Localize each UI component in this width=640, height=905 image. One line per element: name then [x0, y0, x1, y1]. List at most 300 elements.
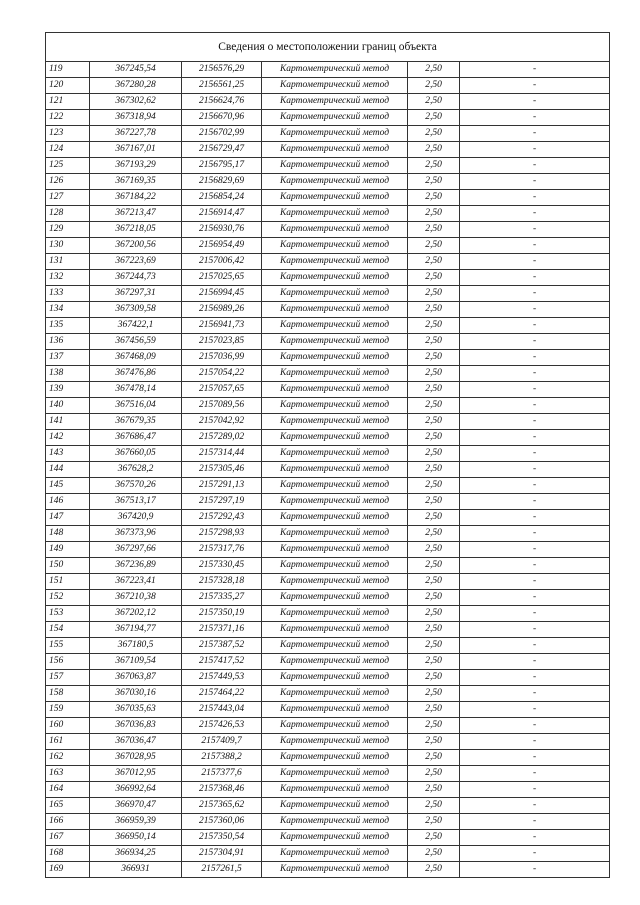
cell-description: - [460, 542, 610, 558]
cell-point-number: 169 [46, 862, 90, 878]
cell-x-coordinate: 367227,78 [90, 126, 182, 142]
cell-accuracy: 2,50 [408, 126, 460, 142]
cell-point-number: 130 [46, 238, 90, 254]
cell-y-coordinate: 2157025,65 [182, 270, 262, 286]
cell-description: - [460, 782, 610, 798]
cell-x-coordinate: 367686,47 [90, 430, 182, 446]
table-row [46, 142, 610, 158]
cell-x-coordinate: 367184,22 [90, 190, 182, 206]
cell-x-coordinate: 367218,05 [90, 222, 182, 238]
table-row [46, 222, 610, 238]
cell-description: - [460, 318, 610, 334]
cell-method: Картометрический метод [262, 510, 408, 526]
cell-y-coordinate: 2157426,53 [182, 718, 262, 734]
cell-method: Картометрический метод [262, 574, 408, 590]
cell-x-coordinate: 367476,86 [90, 366, 182, 382]
cell-y-coordinate: 2156994,45 [182, 286, 262, 302]
cell-point-number: 152 [46, 590, 90, 606]
table-row [46, 622, 610, 638]
cell-method: Картометрический метод [262, 94, 408, 110]
cell-y-coordinate: 2156914,47 [182, 206, 262, 222]
cell-point-number: 137 [46, 350, 90, 366]
cell-x-coordinate: 367180,5 [90, 638, 182, 654]
cell-x-coordinate: 367513,17 [90, 494, 182, 510]
cell-point-number: 157 [46, 670, 90, 686]
cell-accuracy: 2,50 [408, 350, 460, 366]
cell-method: Картометрический метод [262, 270, 408, 286]
table-row [46, 318, 610, 334]
cell-method: Картометрический метод [262, 846, 408, 862]
cell-accuracy: 2,50 [408, 446, 460, 462]
cell-method: Картометрический метод [262, 174, 408, 190]
cell-method: Картометрический метод [262, 414, 408, 430]
cell-method: Картометрический метод [262, 590, 408, 606]
table-row [46, 126, 610, 142]
cell-accuracy: 2,50 [408, 622, 460, 638]
cell-description: - [460, 366, 610, 382]
cell-method: Картометрический метод [262, 286, 408, 302]
table-row [46, 382, 610, 398]
cell-method: Картометрический метод [262, 862, 408, 878]
cell-x-coordinate: 367628,2 [90, 462, 182, 478]
cell-x-coordinate: 367063,87 [90, 670, 182, 686]
cell-y-coordinate: 2157371,16 [182, 622, 262, 638]
cell-point-number: 133 [46, 286, 90, 302]
cell-x-coordinate: 367036,83 [90, 718, 182, 734]
table-row [46, 398, 610, 414]
cell-x-coordinate: 367420,9 [90, 510, 182, 526]
cell-accuracy: 2,50 [408, 510, 460, 526]
table-row [46, 574, 610, 590]
cell-description: - [460, 382, 610, 398]
cell-x-coordinate: 367679,35 [90, 414, 182, 430]
cell-y-coordinate: 2156954,49 [182, 238, 262, 254]
cell-x-coordinate: 366959,39 [90, 814, 182, 830]
cell-y-coordinate: 2157350,54 [182, 830, 262, 846]
table-row [46, 110, 610, 126]
cell-y-coordinate: 2156624,76 [182, 94, 262, 110]
cell-description: - [460, 798, 610, 814]
document-title: Сведения о местоположении границ объекта [46, 33, 610, 62]
cell-y-coordinate: 2156576,29 [182, 62, 262, 78]
cell-x-coordinate: 367468,09 [90, 350, 182, 366]
cell-accuracy: 2,50 [408, 238, 460, 254]
cell-y-coordinate: 2156941,73 [182, 318, 262, 334]
cell-x-coordinate: 367193,29 [90, 158, 182, 174]
cell-y-coordinate: 2156561,25 [182, 78, 262, 94]
table-row [46, 414, 610, 430]
document-sheet [45, 32, 609, 878]
cell-accuracy: 2,50 [408, 398, 460, 414]
table-row [46, 782, 610, 798]
cell-point-number: 123 [46, 126, 90, 142]
cell-method: Картометрический метод [262, 606, 408, 622]
cell-description: - [460, 558, 610, 574]
cell-method: Картометрический метод [262, 222, 408, 238]
cell-point-number: 132 [46, 270, 90, 286]
cell-method: Картометрический метод [262, 734, 408, 750]
table-row [46, 670, 610, 686]
cell-y-coordinate: 2157042,92 [182, 414, 262, 430]
table-row [46, 94, 610, 110]
cell-point-number: 146 [46, 494, 90, 510]
cell-accuracy: 2,50 [408, 526, 460, 542]
cell-point-number: 140 [46, 398, 90, 414]
cell-description: - [460, 398, 610, 414]
cell-y-coordinate: 2156729,47 [182, 142, 262, 158]
cell-point-number: 168 [46, 846, 90, 862]
cell-accuracy: 2,50 [408, 62, 460, 78]
cell-point-number: 167 [46, 830, 90, 846]
table-body [46, 62, 610, 878]
cell-accuracy: 2,50 [408, 782, 460, 798]
cell-method: Картометрический метод [262, 398, 408, 414]
table-row [46, 814, 610, 830]
cell-x-coordinate: 367297,66 [90, 542, 182, 558]
cell-description: - [460, 302, 610, 318]
cell-y-coordinate: 2157292,43 [182, 510, 262, 526]
table-row [46, 526, 610, 542]
table-row [46, 350, 610, 366]
cell-x-coordinate: 367202,12 [90, 606, 182, 622]
cell-point-number: 131 [46, 254, 90, 270]
cell-description: - [460, 846, 610, 862]
table-row [46, 750, 610, 766]
cell-x-coordinate: 367030,16 [90, 686, 182, 702]
table-row [46, 366, 610, 382]
cell-accuracy: 2,50 [408, 94, 460, 110]
cell-description: - [460, 94, 610, 110]
cell-y-coordinate: 2157305,46 [182, 462, 262, 478]
cell-x-coordinate: 367478,14 [90, 382, 182, 398]
table-row [46, 590, 610, 606]
cell-x-coordinate: 366931 [90, 862, 182, 878]
cell-point-number: 121 [46, 94, 90, 110]
cell-method: Картометрический метод [262, 798, 408, 814]
cell-accuracy: 2,50 [408, 750, 460, 766]
cell-method: Картометрический метод [262, 254, 408, 270]
cell-x-coordinate: 367223,41 [90, 574, 182, 590]
cell-description: - [460, 606, 610, 622]
cell-x-coordinate: 367570,26 [90, 478, 182, 494]
cell-description: - [460, 446, 610, 462]
cell-method: Картометрический метод [262, 446, 408, 462]
cell-y-coordinate: 2156854,24 [182, 190, 262, 206]
cell-description: - [460, 158, 610, 174]
cell-description: - [460, 526, 610, 542]
cell-description: - [460, 462, 610, 478]
cell-y-coordinate: 2157360,06 [182, 814, 262, 830]
table-row [46, 158, 610, 174]
cell-description: - [460, 622, 610, 638]
cell-y-coordinate: 2157006,42 [182, 254, 262, 270]
cell-x-coordinate: 366992,64 [90, 782, 182, 798]
cell-point-number: 119 [46, 62, 90, 78]
cell-x-coordinate: 367223,69 [90, 254, 182, 270]
cell-accuracy: 2,50 [408, 814, 460, 830]
cell-point-number: 148 [46, 526, 90, 542]
cell-x-coordinate: 367200,56 [90, 238, 182, 254]
table-row [46, 238, 610, 254]
cell-y-coordinate: 2157328,18 [182, 574, 262, 590]
cell-accuracy: 2,50 [408, 110, 460, 126]
table-row [46, 254, 610, 270]
cell-y-coordinate: 2156670,96 [182, 110, 262, 126]
cell-description: - [460, 702, 610, 718]
cell-y-coordinate: 2157365,62 [182, 798, 262, 814]
cell-y-coordinate: 2157036,99 [182, 350, 262, 366]
cell-description: - [460, 862, 610, 878]
cell-point-number: 156 [46, 654, 90, 670]
cell-point-number: 163 [46, 766, 90, 782]
table-row [46, 686, 610, 702]
cell-description: - [460, 78, 610, 94]
cell-accuracy: 2,50 [408, 334, 460, 350]
cell-accuracy: 2,50 [408, 798, 460, 814]
table-row [46, 334, 610, 350]
table-row [46, 62, 610, 78]
cell-description: - [460, 686, 610, 702]
table-row [46, 846, 610, 862]
table-row [46, 270, 610, 286]
table-row [46, 734, 610, 750]
cell-method: Картометрический метод [262, 814, 408, 830]
cell-description: - [460, 190, 610, 206]
cell-description: - [460, 142, 610, 158]
cell-accuracy: 2,50 [408, 670, 460, 686]
table-row [46, 190, 610, 206]
cell-accuracy: 2,50 [408, 286, 460, 302]
cell-method: Картометрический метод [262, 526, 408, 542]
cell-method: Картометрический метод [262, 62, 408, 78]
cell-x-coordinate: 366950,14 [90, 830, 182, 846]
cell-description: - [460, 414, 610, 430]
cell-description: - [460, 830, 610, 846]
cell-point-number: 147 [46, 510, 90, 526]
table-row [46, 430, 610, 446]
cell-y-coordinate: 2157298,93 [182, 526, 262, 542]
cell-method: Картометрический метод [262, 462, 408, 478]
cell-point-number: 154 [46, 622, 90, 638]
cell-point-number: 145 [46, 478, 90, 494]
cell-accuracy: 2,50 [408, 430, 460, 446]
cell-y-coordinate: 2157330,45 [182, 558, 262, 574]
table-row [46, 494, 610, 510]
cell-y-coordinate: 2157387,52 [182, 638, 262, 654]
cell-point-number: 160 [46, 718, 90, 734]
cell-y-coordinate: 2157449,53 [182, 670, 262, 686]
cell-x-coordinate: 367245,54 [90, 62, 182, 78]
table-row [46, 862, 610, 878]
cell-method: Картометрический метод [262, 686, 408, 702]
cell-point-number: 129 [46, 222, 90, 238]
cell-accuracy: 2,50 [408, 638, 460, 654]
cell-x-coordinate: 367660,05 [90, 446, 182, 462]
cell-method: Картометрический метод [262, 142, 408, 158]
cell-accuracy: 2,50 [408, 478, 460, 494]
boundary-table [45, 32, 610, 878]
cell-y-coordinate: 2157314,44 [182, 446, 262, 462]
cell-y-coordinate: 2156795,17 [182, 158, 262, 174]
cell-accuracy: 2,50 [408, 654, 460, 670]
cell-method: Картометрический метод [262, 718, 408, 734]
cell-x-coordinate: 367302,62 [90, 94, 182, 110]
cell-point-number: 136 [46, 334, 90, 350]
cell-method: Картометрический метод [262, 350, 408, 366]
cell-description: - [460, 62, 610, 78]
cell-description: - [460, 478, 610, 494]
table-row [46, 510, 610, 526]
cell-x-coordinate: 367169,35 [90, 174, 182, 190]
cell-accuracy: 2,50 [408, 862, 460, 878]
cell-point-number: 159 [46, 702, 90, 718]
table-row [46, 78, 610, 94]
cell-point-number: 164 [46, 782, 90, 798]
cell-y-coordinate: 2157443,04 [182, 702, 262, 718]
cell-description: - [460, 254, 610, 270]
cell-method: Картометрический метод [262, 110, 408, 126]
cell-accuracy: 2,50 [408, 174, 460, 190]
table-row [46, 638, 610, 654]
cell-method: Картометрический метод [262, 238, 408, 254]
cell-point-number: 138 [46, 366, 90, 382]
cell-y-coordinate: 2157409,7 [182, 734, 262, 750]
cell-x-coordinate: 367244,73 [90, 270, 182, 286]
table-row [46, 830, 610, 846]
cell-point-number: 153 [46, 606, 90, 622]
cell-point-number: 141 [46, 414, 90, 430]
cell-point-number: 135 [46, 318, 90, 334]
cell-y-coordinate: 2156989,26 [182, 302, 262, 318]
cell-x-coordinate: 367012,95 [90, 766, 182, 782]
cell-description: - [460, 222, 610, 238]
cell-x-coordinate: 367167,01 [90, 142, 182, 158]
cell-y-coordinate: 2157377,6 [182, 766, 262, 782]
cell-x-coordinate: 367516,04 [90, 398, 182, 414]
cell-accuracy: 2,50 [408, 542, 460, 558]
cell-point-number: 143 [46, 446, 90, 462]
cell-x-coordinate: 367036,47 [90, 734, 182, 750]
cell-description: - [460, 334, 610, 350]
table-row [46, 206, 610, 222]
cell-method: Картометрический метод [262, 638, 408, 654]
cell-description: - [460, 238, 610, 254]
cell-point-number: 124 [46, 142, 90, 158]
cell-accuracy: 2,50 [408, 382, 460, 398]
cell-x-coordinate: 367035,63 [90, 702, 182, 718]
cell-description: - [460, 638, 610, 654]
cell-description: - [460, 350, 610, 366]
table-row [46, 446, 610, 462]
table-row [46, 798, 610, 814]
cell-method: Картометрический метод [262, 206, 408, 222]
cell-point-number: 126 [46, 174, 90, 190]
cell-y-coordinate: 2156702,99 [182, 126, 262, 142]
cell-point-number: 166 [46, 814, 90, 830]
cell-y-coordinate: 2157317,76 [182, 542, 262, 558]
table-row [46, 286, 610, 302]
cell-accuracy: 2,50 [408, 686, 460, 702]
cell-accuracy: 2,50 [408, 766, 460, 782]
cell-point-number: 134 [46, 302, 90, 318]
cell-method: Картометрический метод [262, 766, 408, 782]
cell-point-number: 122 [46, 110, 90, 126]
cell-y-coordinate: 2157335,27 [182, 590, 262, 606]
cell-x-coordinate: 367456,59 [90, 334, 182, 350]
cell-y-coordinate: 2157089,56 [182, 398, 262, 414]
cell-x-coordinate: 367297,31 [90, 286, 182, 302]
cell-x-coordinate: 367309,58 [90, 302, 182, 318]
cell-accuracy: 2,50 [408, 158, 460, 174]
cell-point-number: 120 [46, 78, 90, 94]
cell-x-coordinate: 367318,94 [90, 110, 182, 126]
cell-description: - [460, 750, 610, 766]
cell-accuracy: 2,50 [408, 206, 460, 222]
cell-method: Картометрический метод [262, 190, 408, 206]
table-row [46, 478, 610, 494]
cell-x-coordinate: 367373,96 [90, 526, 182, 542]
cell-description: - [460, 590, 610, 606]
cell-x-coordinate: 367194,77 [90, 622, 182, 638]
cell-accuracy: 2,50 [408, 558, 460, 574]
cell-accuracy: 2,50 [408, 366, 460, 382]
cell-accuracy: 2,50 [408, 574, 460, 590]
cell-accuracy: 2,50 [408, 590, 460, 606]
cell-method: Картометрический метод [262, 430, 408, 446]
table-row [46, 302, 610, 318]
cell-x-coordinate: 366970,47 [90, 798, 182, 814]
cell-point-number: 150 [46, 558, 90, 574]
cell-method: Картометрический метод [262, 702, 408, 718]
cell-y-coordinate: 2157417,52 [182, 654, 262, 670]
cell-point-number: 127 [46, 190, 90, 206]
cell-accuracy: 2,50 [408, 830, 460, 846]
table-row [46, 654, 610, 670]
cell-accuracy: 2,50 [408, 462, 460, 478]
cell-accuracy: 2,50 [408, 718, 460, 734]
cell-method: Картометрический метод [262, 750, 408, 766]
cell-accuracy: 2,50 [408, 78, 460, 94]
cell-accuracy: 2,50 [408, 702, 460, 718]
cell-y-coordinate: 2157057,65 [182, 382, 262, 398]
cell-x-coordinate: 367280,28 [90, 78, 182, 94]
cell-accuracy: 2,50 [408, 270, 460, 286]
cell-x-coordinate: 367422,1 [90, 318, 182, 334]
cell-y-coordinate: 2157350,19 [182, 606, 262, 622]
cell-description: - [460, 126, 610, 142]
cell-method: Картометрический метод [262, 158, 408, 174]
cell-method: Картометрический метод [262, 382, 408, 398]
cell-y-coordinate: 2157023,85 [182, 334, 262, 350]
cell-y-coordinate: 2157054,22 [182, 366, 262, 382]
cell-y-coordinate: 2157297,19 [182, 494, 262, 510]
cell-point-number: 161 [46, 734, 90, 750]
cell-description: - [460, 734, 610, 750]
table-row [46, 606, 610, 622]
cell-y-coordinate: 2157464,22 [182, 686, 262, 702]
cell-y-coordinate: 2157388,2 [182, 750, 262, 766]
cell-accuracy: 2,50 [408, 254, 460, 270]
cell-description: - [460, 270, 610, 286]
cell-description: - [460, 766, 610, 782]
cell-method: Картометрический метод [262, 302, 408, 318]
cell-x-coordinate: 367236,89 [90, 558, 182, 574]
cell-description: - [460, 110, 610, 126]
cell-method: Картометрический метод [262, 366, 408, 382]
cell-method: Картометрический метод [262, 622, 408, 638]
cell-point-number: 144 [46, 462, 90, 478]
cell-method: Картометрический метод [262, 494, 408, 510]
